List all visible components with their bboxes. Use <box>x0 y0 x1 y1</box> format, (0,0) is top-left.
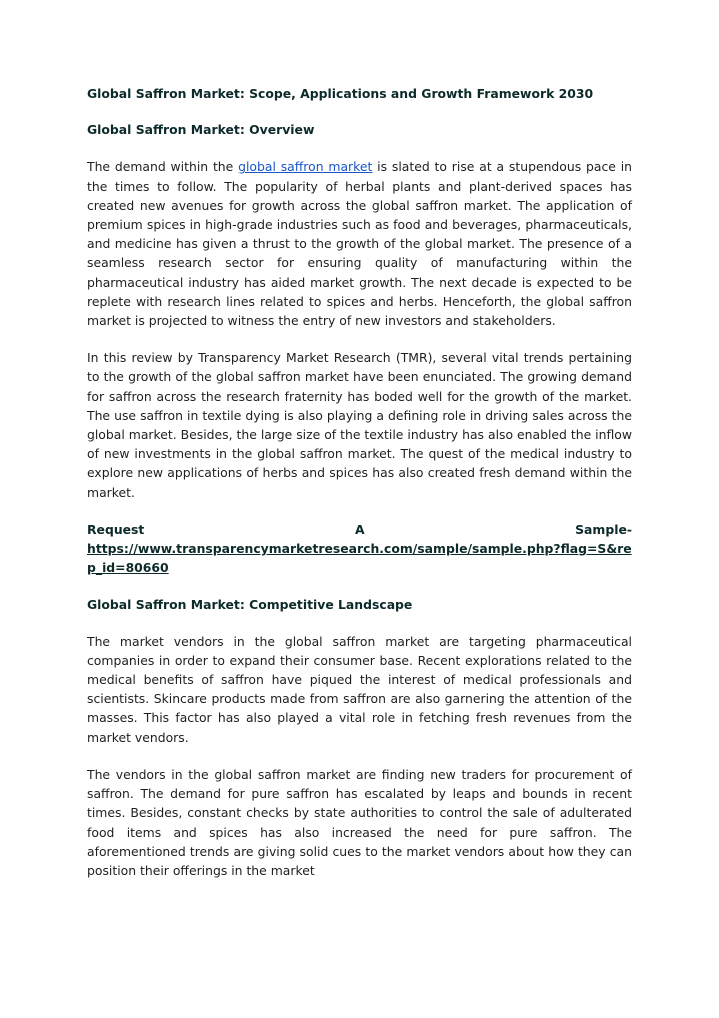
vendors-pharma-paragraph: The market vendors in the global saffron market are targeting pharmaceutical companies in order to expand their consumer base. Recent explorations related to the medical benefits of saffron have piqued the interest of medical professionals and scientists. Skincare products made from saffron are also garnering the attention of the masses. This factor has also played a vital role in fetching fresh revenues from the market vendors. <box>87 633 632 745</box>
sample-word: Sample- <box>575 521 632 537</box>
request-sample-link[interactable]: https://www.transparencymarketresearch.com/sample/sample.php?flag=S&rep_id=80660 <box>87 541 632 576</box>
vendors-traders-paragraph: The vendors in the global saffron market are finding new traders for procurement of saffron. The demand for pure saffron has escalated by leaps and bounds in recent times. Besides, constant checks by state authorities to control the sale of adulterated food items and spices has also increased the need for pure saffron. The aforementioned trends are giving solid cues to the market vendors about how they can position their offerings in the market <box>87 766 632 878</box>
global-saffron-market-link[interactable]: global saffron market <box>238 159 373 175</box>
overview-paragraph <box>87 157 632 330</box>
overview-text-end: is slated to rise at a stupendous pace in the times to follow. The popularity of herbal plants and plant-derived spaces has created new avenues for growth across the global saffron market. The application of premium spices in high-grade industries such as food and beverages, pharmaceuticals, and medicine has given a thrust to the growth of the global market. The presence of a seamless research sector for ensuring quality of manufacturing within the pharmaceutical industry has aided market growth. The next decade is expected to be replete with research lines related to spices and herbs. Henceforth, the global saffron market is projected to witness the entry of new investors and stakeholders. <box>87 159 633 329</box>
a-word: A <box>354 521 365 537</box>
request-word: Request <box>87 521 145 537</box>
competitive-landscape-heading: Global Saffron Market: Competitive Landscape <box>87 597 413 613</box>
request-sample-label <box>87 520 632 539</box>
tmr-review-paragraph: In this review by Transparency Market Research (TMR), several vital trends pertaining to the growth of the global saffron market have been enunciated. The growing demand for saffron across the research fraternity has boded well for the growth of the market. The use saffron in textile dying is also playing a defining role in driving sales across the global market. Besides, the large size of the textile industry has also enabled the inflow of new investments in the global saffron market. The quest of the medical industry to explore new applications of herbs and spices has also created fresh demand within the market. <box>87 350 632 500</box>
overview-text-start: The demand within the <box>87 159 239 175</box>
overview-heading: Global Saffron Market: Overview <box>87 122 315 138</box>
document-page <box>87 84 632 880</box>
document-title: Global Saffron Market: Scope, Applications and Growth Framework 2030 <box>87 86 594 101</box>
request-sample-block <box>87 520 632 578</box>
